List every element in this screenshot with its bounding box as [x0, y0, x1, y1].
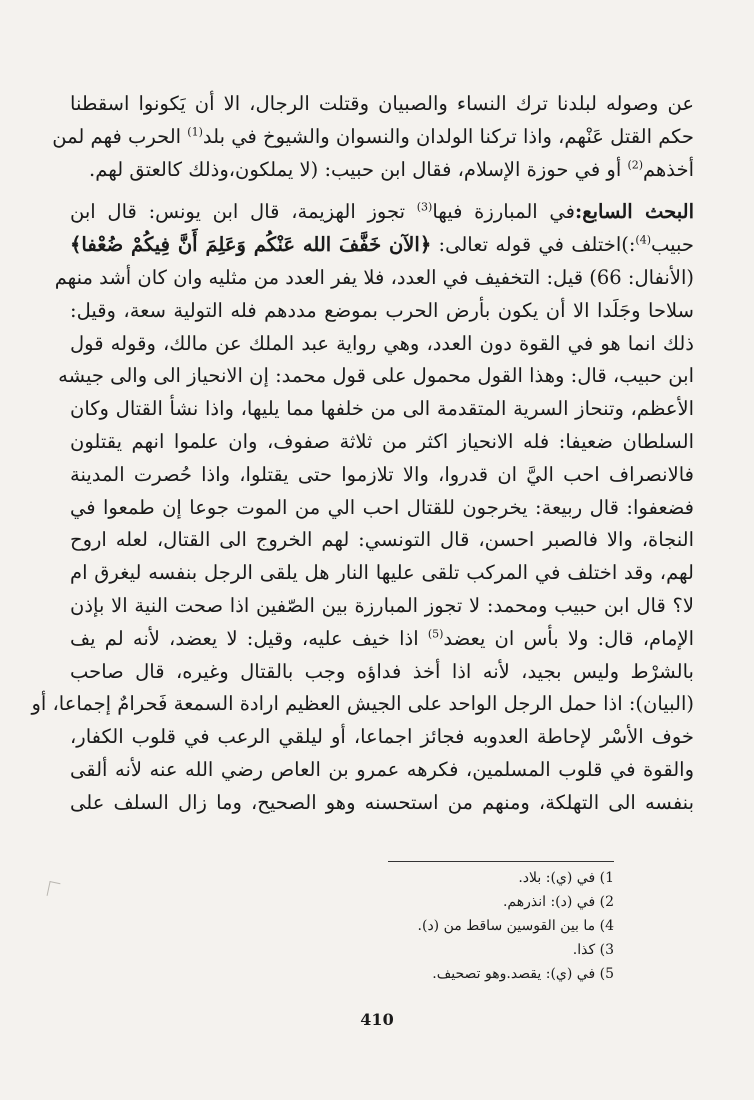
footnote: [418, 890, 614, 914]
footnote-number: 5): [599, 966, 614, 982]
footnote-ref: (3): [416, 200, 433, 214]
text-line: [70, 154, 694, 187]
text-segment: حكم القتل عَنْهم، واذا تركنا الولدان والنسوان والشيوخ في بلد: [202, 124, 694, 148]
text-segment: السلطان ضعيفا: فله الانحياز اكثر من ثلاثة صفوف، وان علموا انهم يقتلون: [70, 429, 694, 453]
text-segment: خوف الأسْر لإحاطة العدوبه فجائز اجماعا، أو ليلقي الرعب في قلوب الكفار،: [70, 725, 694, 749]
text-segment: ذلك انما هو في القوة دون العدد، وهي رواية عبد الملك عن مالك، وقوله قول: [70, 331, 694, 355]
text-line: [70, 557, 694, 590]
text-segment: النجاة، والا فالصبر احسن، قال التونسي: لهم الخروج الى القتال، لعله اروح: [70, 528, 694, 552]
text-line: [70, 787, 694, 820]
footnote-ref: (5): [427, 627, 444, 641]
footnote-number: 1): [599, 870, 614, 886]
footnote-text: ما بين القوسين ساقط من (د).: [417, 918, 596, 934]
text-segment: سلاحا وجَلَدا الا أن يكون بأرض الحرب بموضع مددهم فله التولية سعة، وقيل:: [70, 298, 694, 322]
text-segment: حبيب: [651, 233, 694, 257]
text-line: [52, 121, 694, 154]
text-line: [70, 754, 694, 787]
footnote-number: 2): [599, 894, 614, 910]
margin-pencil-mark: [47, 881, 61, 898]
text-segment: :)اختلف في قوله تعالى:: [431, 233, 636, 257]
footnote-number: 4): [599, 918, 614, 934]
footnote-ref: (1): [187, 125, 203, 139]
main-text-block: [31, 88, 694, 820]
text-line: [70, 459, 694, 492]
text-segment: في المبارزة فيها: [432, 200, 575, 224]
text-segment: فالانصراف احب اليَّ ان قدروا، والا تلازموا حتى يقتلوا، واذا حُصرت المدينة: [70, 462, 694, 486]
footnote-text: كذا.: [572, 942, 596, 958]
text-segment: والقوة في قلوب المسلمين، فكرهه عمرو بن العاص رضي الله عنه لأنه ألقى: [70, 757, 694, 781]
text-segment: (البيان): اذا حمل الرجل الواحد على الجيش العظيم ارادة السمعة فَحرامٌ إجماعا، أو: [31, 692, 694, 716]
text-line: [31, 688, 694, 721]
footnote-text: في (د): انذرهم.: [502, 894, 596, 910]
text-line: [70, 229, 694, 262]
text-line: [70, 393, 694, 426]
text-segment: الحرب فهم لمن: [52, 124, 188, 148]
text-segment: فضعفوا: قال ربيعة: يخرجون للقتال احب الي من الموت جوعا إن طمعوا في: [70, 495, 694, 519]
text-line: [70, 295, 694, 328]
footnotes-block: [418, 866, 614, 986]
text-segment: ابن حبيب، قال: وهذا القول محمول على قول محمد: إن الانحياز الى والى جيشه: [58, 364, 694, 388]
text-line: [70, 88, 694, 121]
text-segment: أخذهم: [643, 157, 694, 181]
text-line: [70, 196, 694, 229]
text-segment: أو في حوزة الإسلام، فقال ابن حبيب: (لا يملكون،وذلك كالعتق لهم.: [89, 157, 628, 181]
text-line: [70, 328, 694, 361]
text-segment: بالشرْط وليس بجيد، لأنه اذا أخذ فداؤه وجب بالقتال وغيره، قال صاحب: [70, 659, 694, 683]
footnote: [418, 866, 614, 890]
footnote-number: 3): [599, 942, 614, 958]
text-segment: بنفسه الى التهلكة، ومنهم من استحسنه وهو الصحيح، وما زال السلف على: [70, 790, 694, 814]
page-number: 410: [360, 1010, 394, 1029]
text-line: [70, 492, 694, 525]
text-line: [54, 262, 694, 295]
footnote: [418, 938, 614, 962]
text-line: [70, 623, 694, 656]
text-line: [58, 360, 694, 393]
text-segment: الإمام، قال: ولا بأس ان يعضد: [443, 626, 694, 650]
text-segment: اذا خيف عليه، وقيل: لا يعضد، لأنه لم يف: [70, 626, 428, 650]
text-segment: تجوز الهزيمة، قال ابن يونس: قال ابن: [70, 200, 417, 224]
text-line: [70, 656, 694, 689]
text-line: [70, 721, 694, 754]
text-line: [70, 524, 694, 557]
text-segment: (الأنفال: 66) قيل: التخفيف في العدد، فلا يفر العدد من مثليه وان كان أشد منهم: [54, 265, 694, 289]
text-segment: الأعظم، وتنحاز السرية المتقدمة الى من خلفها مما يليها، واذا نشأ القتال وكان: [70, 397, 694, 421]
text-segment: لا؟ قال ابن حبيب ومحمد: لا تجوز المبارزة بين الصّفين اذا صحت النية الا بإذن: [70, 593, 694, 617]
footnote: [418, 962, 614, 986]
footnote-ref: (4): [635, 233, 652, 247]
text-line: [70, 426, 694, 459]
quran-quote: ﴿الآن خَفَّفَ الله عَنْكُم وَعَلِمَ أَنَّ فِيكُمْ ضُعْفا﴾: [70, 233, 432, 257]
footnote: [418, 914, 614, 938]
footnote-ref: (2): [627, 158, 644, 172]
footnote-separator: [388, 861, 614, 862]
text-segment: لهم، وقد اختلف في المركب تلقى عليها النار هل يلقى الرجل بنفسه ليغرق ام: [70, 561, 694, 585]
text-segment: عن وصوله لبلدنا ترك النساء والصبيان وقتلت الرجال، الا أن يَكونوا اسقطنا: [70, 92, 694, 115]
footnote-text: في (ي): بلاد.: [518, 870, 596, 886]
footnote-text: في (ي): يقصد.وهو تصحيف.: [432, 966, 596, 982]
section-heading: البحث السابع:: [575, 200, 694, 224]
text-line: [70, 590, 694, 623]
